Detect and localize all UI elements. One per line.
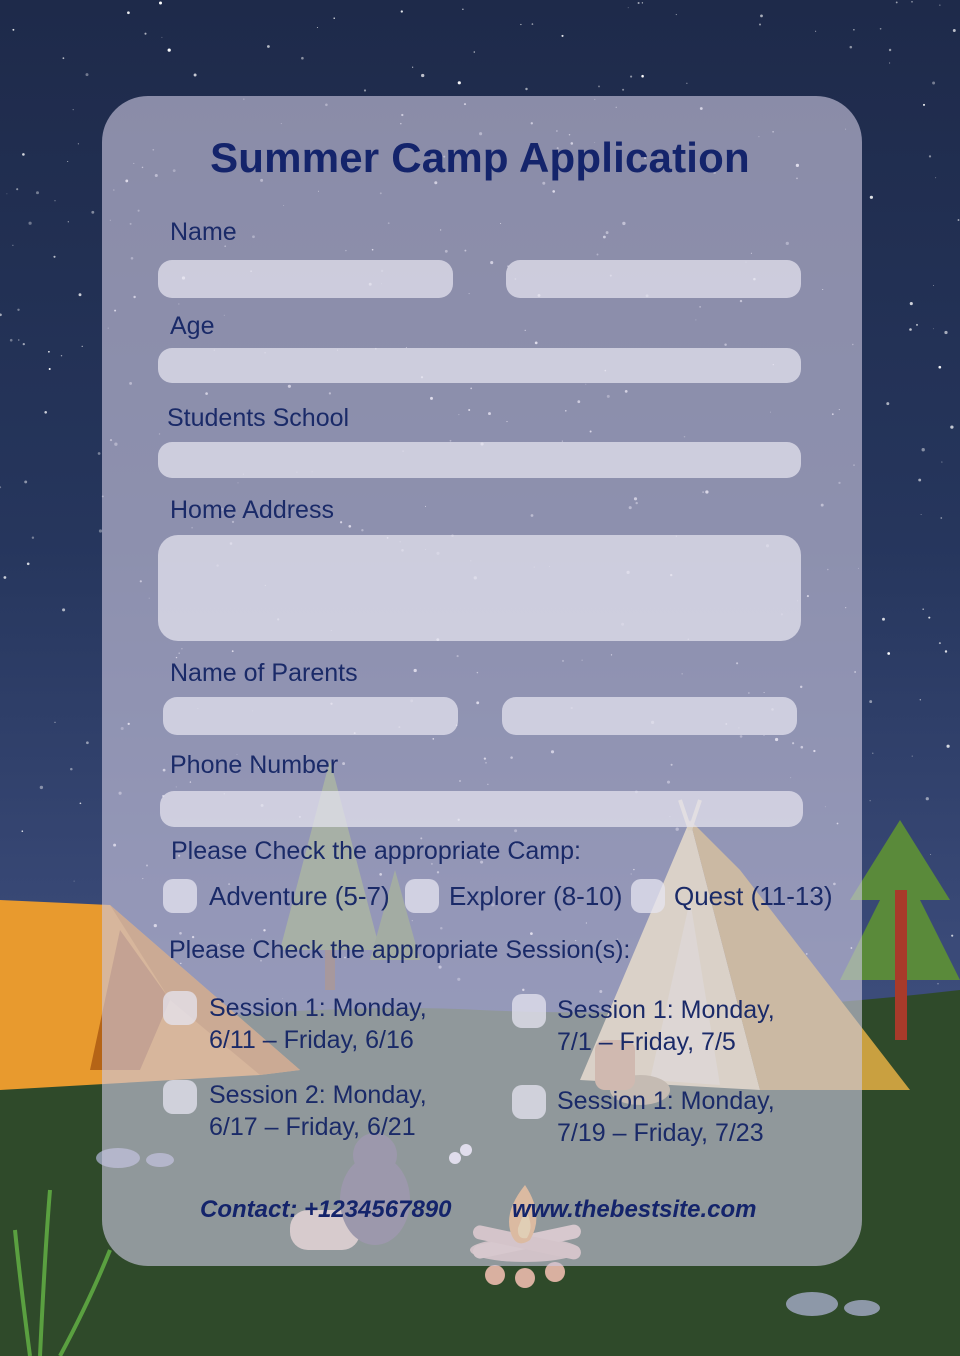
star <box>333 18 334 19</box>
star <box>49 368 51 370</box>
star <box>0 313 2 316</box>
star <box>941 462 942 463</box>
star <box>401 10 403 12</box>
phone-field[interactable] <box>160 791 803 827</box>
star <box>267 45 270 48</box>
star <box>525 88 527 90</box>
star <box>926 797 929 800</box>
star <box>520 24 521 25</box>
explorer-checkbox[interactable] <box>405 879 439 913</box>
star <box>939 642 941 644</box>
session-june-2-label <box>209 1079 427 1143</box>
session-july-1-label <box>557 994 775 1058</box>
star <box>561 35 563 37</box>
star <box>32 537 34 539</box>
star <box>815 31 816 32</box>
star <box>74 881 75 882</box>
star <box>10 339 13 342</box>
session-june-1-line1: Session 1: Monday, <box>209 994 427 1022</box>
star <box>532 23 534 25</box>
adventure-checkbox[interactable] <box>163 879 197 913</box>
contact-phone: Contact: +1234567890 <box>200 1196 452 1223</box>
parent-2-field[interactable] <box>502 697 797 735</box>
star <box>29 222 32 225</box>
star <box>933 285 934 286</box>
camp-prompt: Please Check the appropriate Camp: <box>171 837 581 865</box>
star <box>628 7 629 8</box>
star <box>945 650 947 652</box>
star <box>958 219 960 221</box>
star <box>63 57 65 59</box>
session-june-2-line2: 6/17 – Friday, 6/21 <box>209 1113 416 1141</box>
star <box>921 514 922 515</box>
star <box>144 33 146 35</box>
session-july-2-label <box>557 1085 775 1149</box>
star <box>54 722 55 723</box>
star <box>882 618 885 621</box>
star <box>159 2 162 5</box>
star <box>939 5 940 6</box>
age-field[interactable] <box>158 348 801 383</box>
school-field[interactable] <box>158 442 801 478</box>
star <box>36 191 39 194</box>
star <box>870 800 871 801</box>
star <box>642 2 643 3</box>
star <box>686 83 687 84</box>
session-july-1-checkbox[interactable] <box>512 994 546 1028</box>
address-label: Home Address <box>170 496 334 524</box>
star <box>168 48 171 51</box>
star <box>24 480 27 483</box>
star <box>17 309 19 311</box>
star <box>944 331 947 334</box>
session-july-2-checkbox[interactable] <box>512 1085 546 1119</box>
age-label: Age <box>170 312 215 340</box>
star <box>887 652 890 655</box>
star <box>12 29 14 31</box>
star <box>23 343 25 345</box>
star <box>4 576 7 579</box>
star <box>474 51 476 53</box>
page-title: Summer Camp Application <box>210 134 750 181</box>
star <box>922 608 924 610</box>
session-july-2-line2: 7/19 – Friday, 7/23 <box>557 1119 764 1147</box>
star <box>641 75 644 78</box>
star <box>86 741 89 744</box>
star <box>760 15 763 18</box>
star <box>68 221 69 222</box>
star <box>923 104 925 106</box>
star <box>896 1 898 3</box>
address-field[interactable] <box>158 535 801 641</box>
star <box>6 193 7 194</box>
star <box>53 256 55 258</box>
star <box>909 328 912 331</box>
star <box>16 188 18 190</box>
explorer-label: Explorer (8-10) <box>449 881 623 911</box>
star <box>880 28 882 30</box>
session-prompt: Please Check the appropriate Session(s): <box>169 936 631 964</box>
star <box>27 562 30 565</box>
star <box>44 411 47 414</box>
star <box>194 74 197 77</box>
star <box>869 700 872 703</box>
star <box>947 745 950 748</box>
star <box>918 479 921 482</box>
star <box>930 854 931 855</box>
star <box>54 200 55 201</box>
star <box>12 245 13 246</box>
star <box>62 608 65 611</box>
adventure-label: Adventure (5-7) <box>209 881 390 911</box>
star <box>889 49 891 51</box>
name-label: Name <box>170 218 237 246</box>
star <box>91 211 94 214</box>
parents-label: Name of Parents <box>170 659 358 687</box>
parent-1-field[interactable] <box>163 697 458 735</box>
star <box>759 23 761 25</box>
star <box>912 756 913 757</box>
star <box>872 753 873 754</box>
session-july-1-line1: Session 1: Monday, <box>557 996 775 1024</box>
star <box>82 346 83 347</box>
session-june-2-checkbox[interactable] <box>163 1080 197 1114</box>
contact-website[interactable]: www.thebestsite.com <box>512 1196 757 1223</box>
star <box>364 89 366 91</box>
star <box>22 830 24 832</box>
star <box>70 768 73 771</box>
star <box>638 2 640 4</box>
star <box>630 76 632 78</box>
session-june-2-line1: Session 2: Monday, <box>209 1081 427 1109</box>
star <box>916 324 918 326</box>
star <box>850 46 853 49</box>
star <box>301 57 304 60</box>
star <box>73 109 74 110</box>
first-name-field[interactable] <box>158 260 453 298</box>
star <box>161 37 162 38</box>
star <box>853 29 855 31</box>
star <box>622 89 624 91</box>
star <box>928 617 930 619</box>
star <box>676 14 677 15</box>
star <box>79 293 82 296</box>
star <box>80 802 82 804</box>
star <box>937 983 938 984</box>
star <box>412 67 413 68</box>
star <box>922 448 925 451</box>
session-july-2-line1: Session 1: Monday, <box>557 1087 775 1115</box>
session-june-1-line2: 6/11 – Friday, 6/16 <box>209 1026 414 1054</box>
quest-checkbox[interactable] <box>631 879 665 913</box>
star <box>458 81 461 84</box>
session-june-1-label <box>209 992 427 1056</box>
star <box>953 29 956 32</box>
star <box>932 82 935 85</box>
star <box>598 85 600 87</box>
session-june-1-checkbox[interactable] <box>163 991 197 1025</box>
star <box>870 196 873 199</box>
school-label: Students School <box>167 404 350 432</box>
star <box>886 402 889 405</box>
star <box>61 355 62 356</box>
quest-label: Quest (11-13) <box>674 881 833 911</box>
star <box>951 935 953 937</box>
star <box>920 699 921 700</box>
last-name-field[interactable] <box>506 260 801 298</box>
phone-label: Phone Number <box>170 751 339 779</box>
star <box>889 63 890 64</box>
star <box>48 351 50 353</box>
star <box>18 339 19 340</box>
star <box>40 786 43 789</box>
star <box>0 486 1 488</box>
star <box>950 425 953 428</box>
star <box>911 1 913 3</box>
star <box>317 27 318 28</box>
star <box>462 9 463 10</box>
star <box>98 452 101 455</box>
star <box>421 74 424 77</box>
star <box>86 73 89 76</box>
star <box>940 517 942 519</box>
session-july-1-line2: 7/1 – Friday, 7/5 <box>557 1028 736 1056</box>
star <box>933 328 934 329</box>
star <box>910 302 913 305</box>
star <box>938 366 941 369</box>
star <box>127 11 130 14</box>
